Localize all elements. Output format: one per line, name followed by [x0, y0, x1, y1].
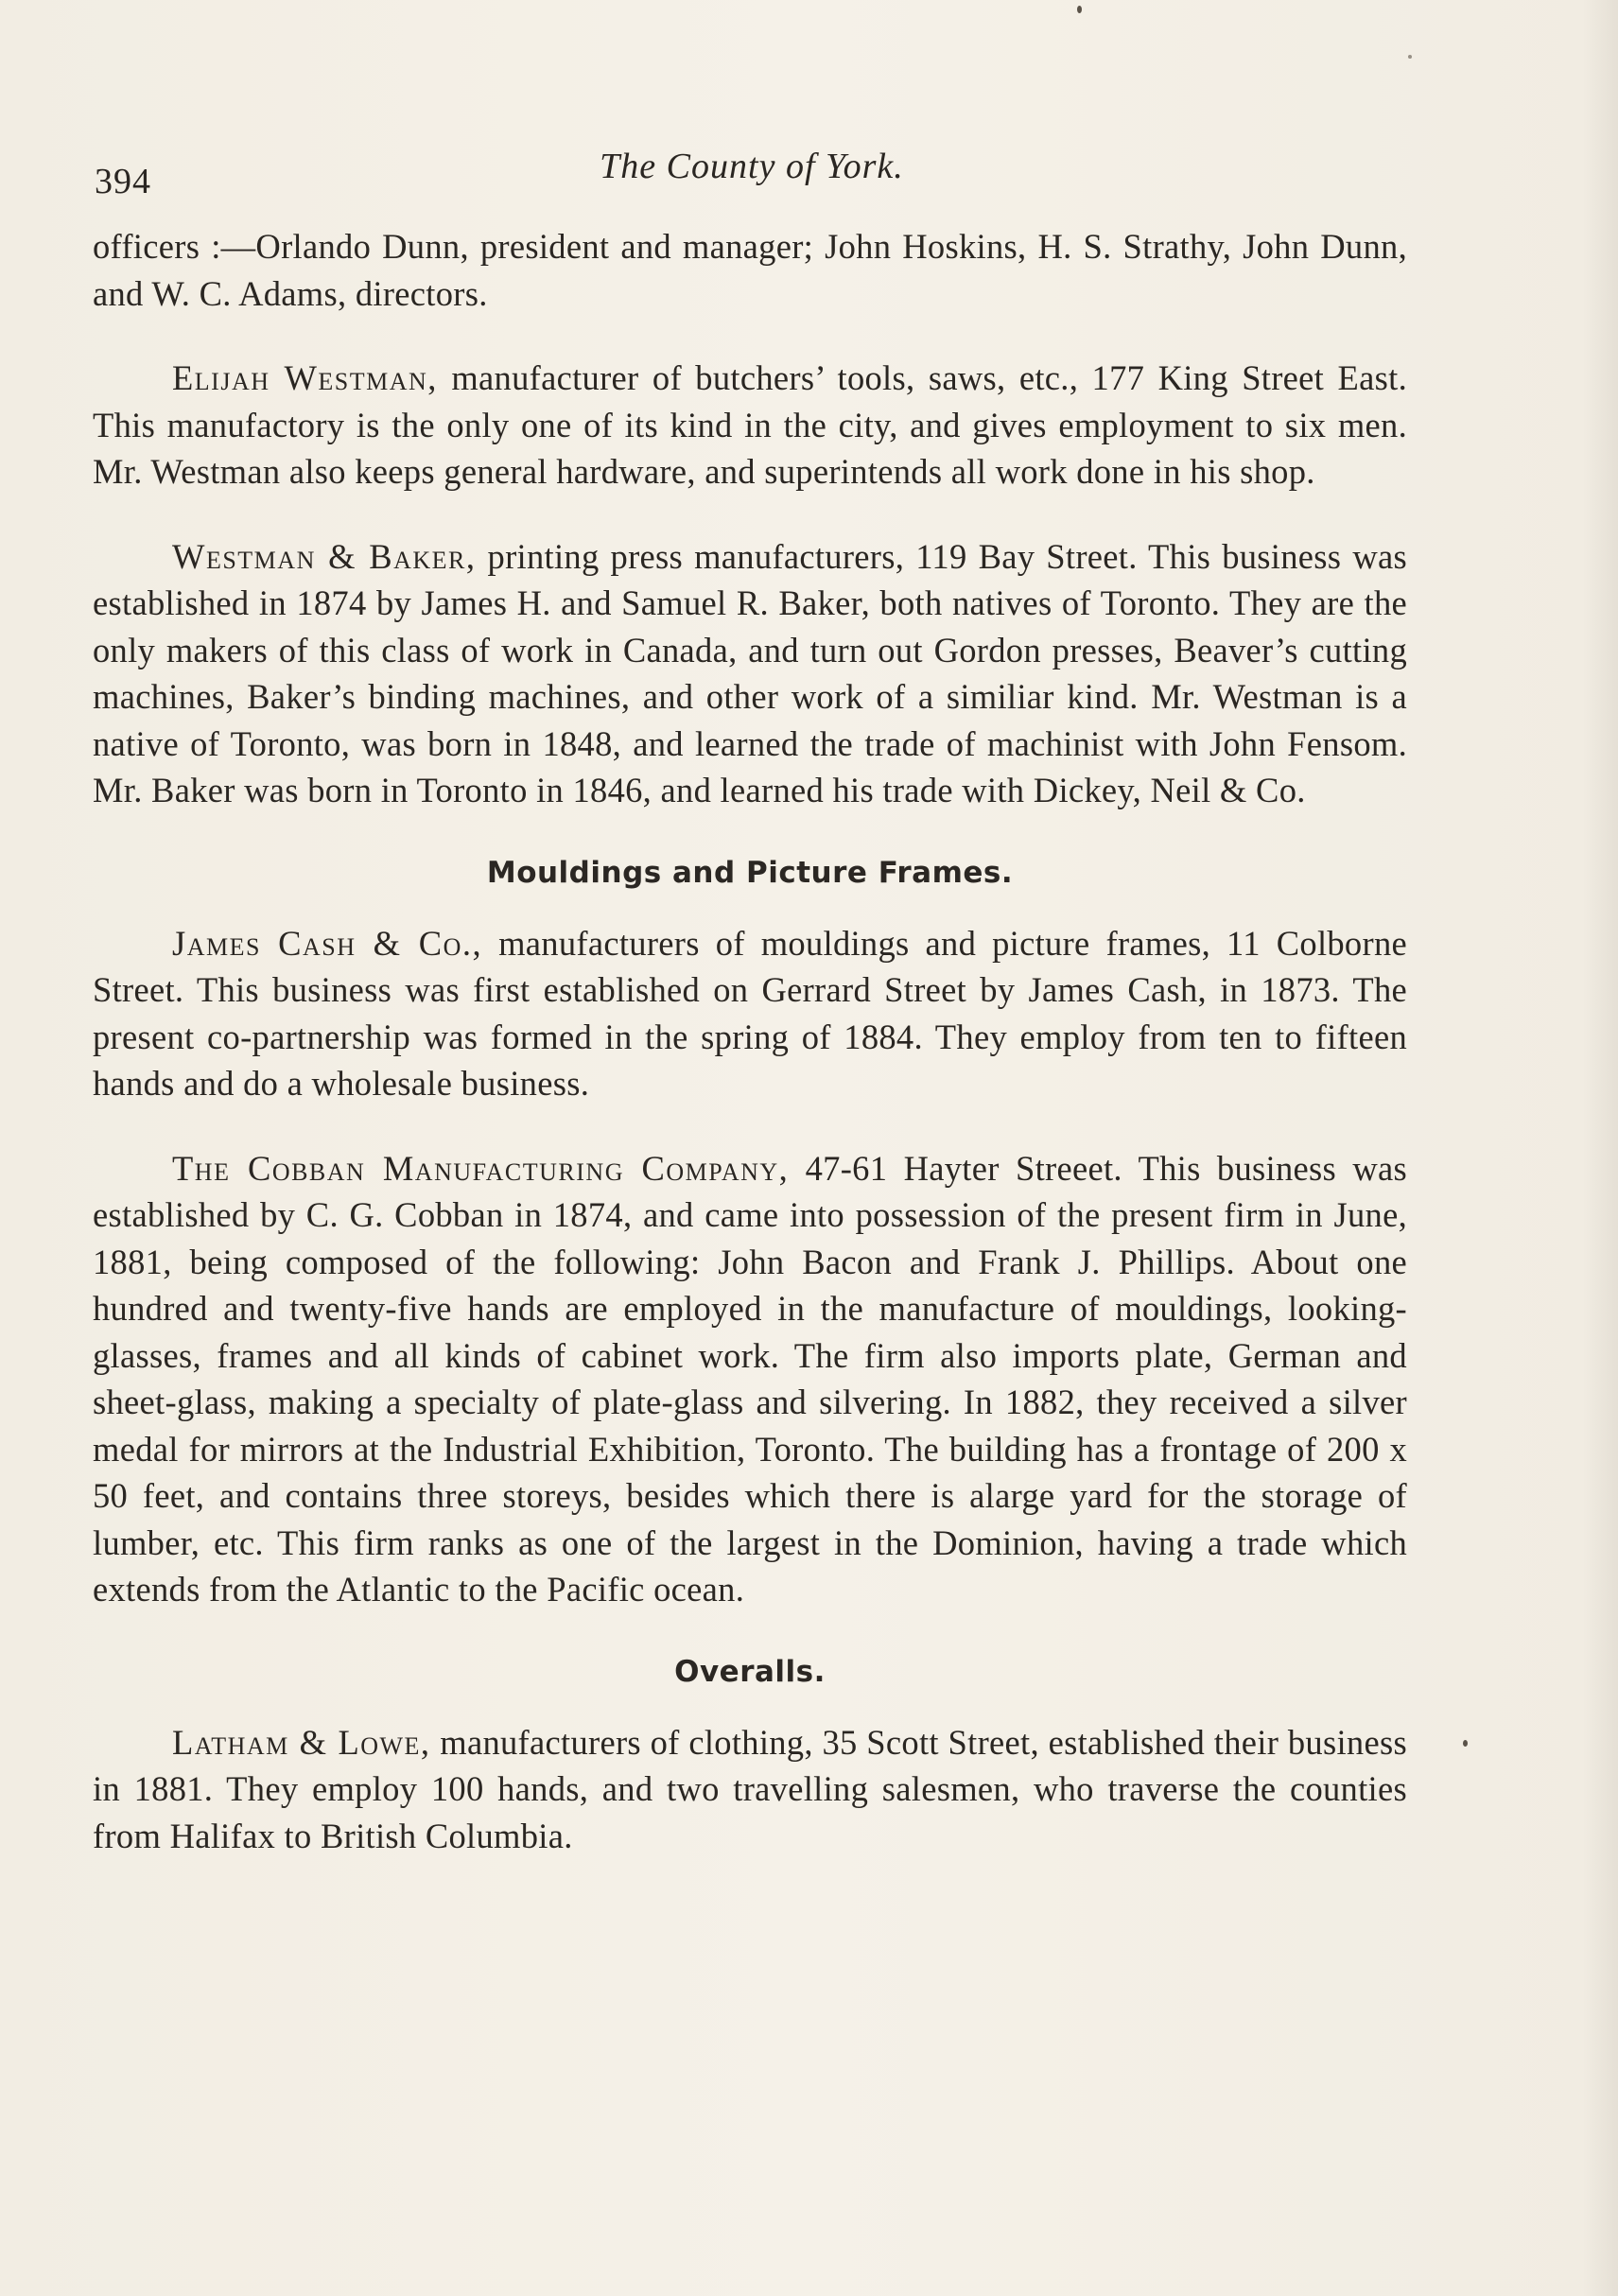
entry-text: 47-61 Hayter Streeet. This business was established by C. G. Cobban in 1874, and came into possession of the present firm in June, 1881, being composed of the following: John Bacon and Frank J. Phillips. About one hundred and twenty-five hands are employed in the manufacture of mouldings, looking-glasses, frames and all kinds of cabinet work. The firm also imports plate, German and sheet-glass, making a specialty of plate-glass and silvering. In 1882, they received a silver medal for mirrors at the Industrial Exhibition, Toronto. The building has a frontage of 200 x 50 feet, and contains three storeys, besides which there is alarge yard for the storage of lumber, etc. This firm ranks as one of the largest in the Dominion, having a trade which extends from the Atlantic to the Pacific ocean.: [93, 1148, 1407, 1609]
page-header: [95, 142, 1409, 199]
entry-name: The Cobban Manufacturing Company,: [172, 1148, 790, 1188]
entry-text: manufacturers of clothing, 35 Scott Street, established their business in 1881. They employ 100 hands, and two travelling salesmen, who traverse the counties from Halifax to British Columbia.: [93, 1722, 1407, 1855]
entry-text: manufacturer of butchers’ tools, saws, etc., 177 King Street East. This manufactory is the only one of its kind in the city, and gives employment to six men. Mr. Westman also keeps general hardware, and superintends all work done in his shop.: [93, 358, 1408, 491]
running-title: The County of York.: [600, 147, 904, 186]
ink-speck: [1463, 1740, 1468, 1747]
paragraph-latham-lowe: [93, 1719, 1407, 1860]
entry-text: printing press manufacturers, 119 Bay Street. This business was established in 1874 by James H. and Samuel R. Baker, both natives of Toronto. They are the only makers of this class of work in Canada, and turn out Gordon presses, Beaver’s cutting machines, Baker’s binding machines, and other work of a similiar kind. Mr. Westman is a native of Toronto, was born in 1848, and learned the trade of machinist with John Fensom. Mr. Baker was born in Toronto in 1846, and learned his trade with Dickey, Neil & Co.: [93, 536, 1408, 809]
entry-name: Elijah Westman,: [172, 358, 438, 397]
section-heading-mouldings: Mouldings and Picture Frames.: [486, 855, 1014, 890]
ink-speck: [1077, 6, 1082, 13]
page-number: 394: [95, 162, 151, 201]
paragraph-cobban: [93, 1145, 1407, 1613]
paragraph-elijah-westman: [93, 355, 1407, 496]
section-heading-overalls: Overalls.: [674, 1654, 826, 1689]
page-gutter-shadow: [1582, 0, 1618, 2296]
paragraph-westman-baker: [93, 533, 1407, 814]
entry-name: Latham & Lowe,: [172, 1722, 431, 1762]
page-body: [93, 223, 1407, 1897]
entry-name: Westman & Baker,: [172, 536, 477, 576]
paragraph-officers: officers :—Orlando Dunn, president and manager; John Hoskins, H. S. Strathy, John Dunn, and W. C. Adams, directors.: [93, 227, 1407, 313]
entry-text: manufacturers of mouldings and picture frames, 11 Colborne Street. This business was first established on Gerrard Street by James Cash, in 1873. The present co-partnership was formed in the spring of 1884. They employ from ten to fifteen hands and do a wholesale business.: [93, 923, 1407, 1103]
paragraph-james-cash: [93, 920, 1407, 1107]
ink-speck: [1408, 55, 1412, 59]
entry-name: James Cash & Co.,: [172, 923, 483, 963]
